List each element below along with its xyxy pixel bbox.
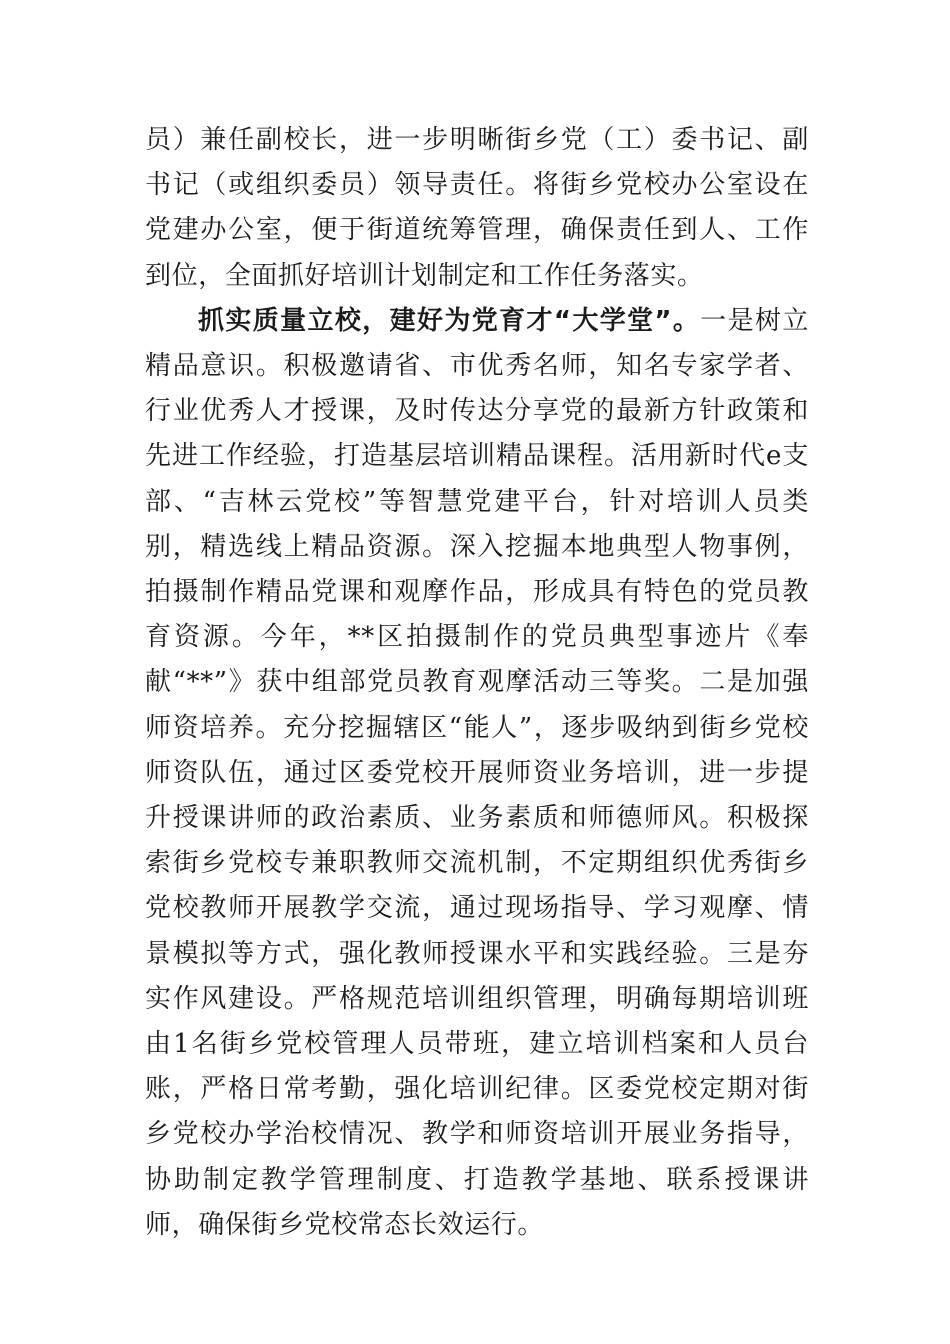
paragraph-heading: 抓实质量立校，建好为党育才“大学堂”。 <box>198 305 701 336</box>
paragraph-text: 一是树立精品意识。积极邀请省、市优秀名师，知名专家学者、行业优秀人才授课，及时传达分享党的最新方针政策和先进工作经验，打造基层培训精品课程。活用新时代e支部、“吉林云党校”等智慧党建平台，针对培训人员类别，精选线上精品资源。深入挖掘本地典型人物事例，拍摄制作精品党课和观摩作品，形成具有特色的党员教育资源。今年，**区拍摄制作的党员典型事迹片《奉献“**”》获中组部党员教育观摩活动三等奖。二是加强师资培养。充分挖掘辖区“能人”，逐步吸纳到街乡党校师资队伍，通过区委党校开展师资业务培训，进一步提升授课讲师的政治素质、业务素质和师德师风。积极探索街乡党校专兼职教师交流机制，不定期组织优秀街乡党校教师开展教学交流，通过现场指导、学习观摩、情景模拟等方式，强化教师授课水平和实践经验。三是夯实作风建设。严格规范培训组织管理，明确每期培训班由1名街乡党校管理人员带班，建立培训档案和人员台账，严格日常考勤，强化培训纪律。区委党校定期对街乡党校办学治校情况、教学和师资培训开展业务指导，协助制定教学管理制度、打造教学基地、联系授课讲师，确保街乡党校常态长效运行。 <box>145 305 810 1240</box>
paragraph-quality <box>145 299 809 1248</box>
paragraph-text: 员）兼任副校长，进一步明晰街乡党（工）委书记、副书记（或组织委员）领导责任。将街乡党校办公室设在党建办公室，便于街道统筹管理，确保责任到人、工作到位，全面抓好培训计划制定和工作任务落实。 <box>145 125 809 291</box>
document-body <box>145 118 809 1248</box>
paragraph-continuation <box>145 118 809 299</box>
